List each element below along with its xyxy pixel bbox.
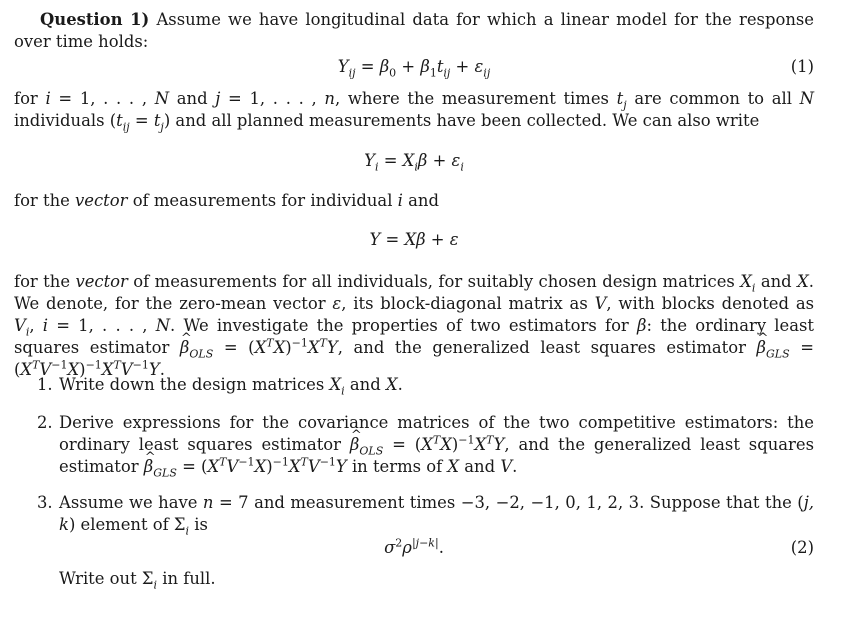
question-label: Question 1) — [40, 10, 150, 29]
list-item-text: Assume we have n = 7 and measurement times −3, −2, −1, 0, 1, 2, 3. Suppose that the (j, k) element of $\Sigma_i$ is — [59, 493, 814, 538]
list-item-number: 2. — [37, 413, 53, 432]
paragraph-3: for the vector of measurements for individual i and — [14, 191, 439, 210]
equation-2-body: $\sigma^2\rho^{|j-k|}$. — [384, 536, 444, 557]
equation-vector: $Y_i = X_i\beta + \varepsilon_i$ — [364, 151, 464, 174]
paragraph-2: for i = 1, . . . , N and j = 1, . . . , n, where the measurement times $t_j$ are common to all N individuals $(t_{ij} = t_j)$ and all planned measurements have been collected. We can also write — [14, 89, 815, 134]
paragraph-4: for the vector of measurements for all individuals, for suitably chosen design matrices $X_i$ and X. We denote, for the zero-mean vector ε, its block-diagonal matrix as V, with blocks denoted as $V_i$, i = 1, . . . , N. We investigate the properties of two estimators for β: the ordinary least squares estimator ^ $\beta_{OLS} = (X^TX)^{-1}X^TY$, and the generalized least squares estimator ^ $\beta_{GLS} = (X^TV^{-1}X)^{-1}X^TV^{-1}Y$. — [14, 271, 814, 381]
intro-paragraph — [14, 9, 814, 53]
equation-2-number: (2) — [790, 538, 814, 557]
final-instruction: Write out $\Sigma_i$ in full. — [59, 569, 216, 592]
equation-1-body: $Y_{ij} = \beta_0 + \beta_1t_{ij} + \varepsilon_{ij}$ — [337, 57, 491, 80]
equation-1-number: (1) — [790, 57, 814, 76]
equation-1 — [14, 56, 814, 78]
equation-2 — [14, 537, 814, 559]
list-item-number: 3. — [37, 493, 53, 512]
equation-full: Y = Xβ + ε — [369, 230, 459, 249]
intro-text: Assume we have longitudinal data for which a linear model for the response over time holds: — [14, 10, 814, 51]
list-item-text: Derive expressions for the covariance matrices of the two competitive estimators: the ordinary least squares estimator ^ $\beta_{OLS} = (X^TX)^{-1}X^TY$, and the generalized least squares estimator ^ $\beta_{GLS} = (X^TV^{-1}X)^{-1}X^TV^{-1}Y$ in terms of X and V. — [59, 412, 814, 478]
list-item-text: Write down the design matrices $X_i$ and X. — [59, 375, 403, 398]
list-item-number: 1. — [37, 375, 53, 394]
